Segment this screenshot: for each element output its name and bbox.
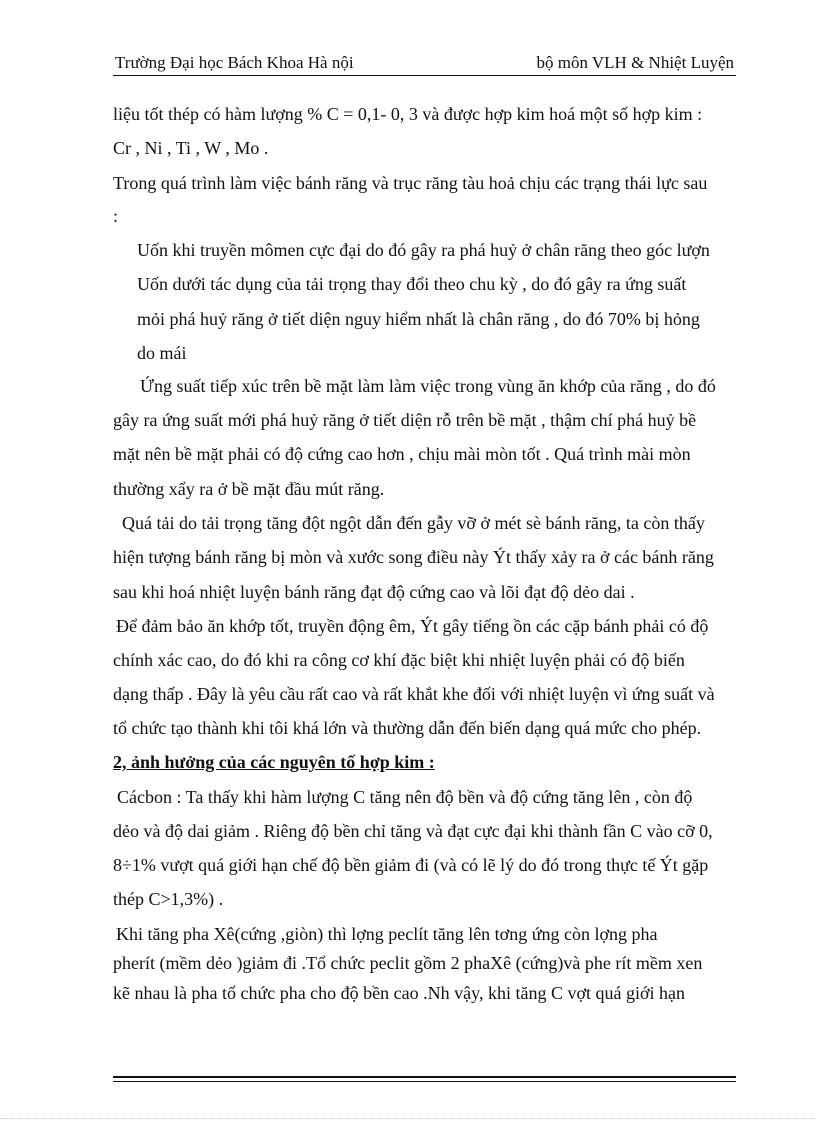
text-line: tổ chức tạo thành khi tôi khá lớn và thường dẫn đến biến dạng quá mức cho phép. (113, 718, 702, 738)
text-line: dạng thấp . Đây là yêu cầu rất cao và rất khắt khe đối với nhiệt luyện vì ứng suất và (113, 684, 715, 704)
text-line: Uốn khi truyền mômen cực đại do đó gây ra phá huỷ ở chân răng theo góc lượn (137, 240, 710, 260)
text-line: kẽ nhau là pha tổ chức pha cho độ bền cao .Nh vậy, khi tăng C vợt quá giới hạn (113, 983, 685, 1003)
header-university: Trường Đại học Bách Khoa Hà nội (115, 53, 354, 72)
page-edge (0, 1118, 816, 1119)
page-header (113, 50, 736, 76)
footer-rule-thick (113, 1076, 736, 1078)
text-line: Ứng suất tiếp xúc trên bề mặt làm làm việc trong vùng ăn khớp của răng , do đó (140, 376, 716, 396)
text-line: hiện tượng bánh răng bị mòn và xước song điều này Ýt thấy xảy ra ở các bánh răng (113, 547, 714, 567)
text-line: dẻo và độ dai giảm . Riêng độ bền chỉ tăng và đạt cực đại khi thành fần C vào cỡ 0, (113, 821, 713, 841)
text-line: chính xác cao, do đó khi ra công cơ khí đặc biệt khi nhiệt luyện phải có độ biến (113, 650, 685, 670)
text-line: : (113, 206, 119, 226)
text-line: do mái (137, 343, 187, 363)
section-heading: 2, ảnh hưởng của các nguyên tố hợp kim : (113, 752, 435, 772)
text-line: Cácbon : Ta thấy khi hàm lượng C tăng nên độ bền và độ cứng tăng lên , còn độ (117, 787, 693, 807)
text-line: thường xẩy ra ở bề mặt đầu mút răng. (113, 479, 385, 499)
header-department: bộ môn VLH & Nhiệt Luyện (536, 53, 734, 72)
footer-rule-thin (113, 1081, 736, 1082)
text-line: Trong quá trình làm việc bánh răng và trục răng tàu hoả chịu các trạng thái lực sau (113, 173, 708, 193)
text-line: mặt nên bề mặt phải có độ cứng cao hơn , chịu mài mòn tốt . Quá trình mài mòn (113, 444, 691, 464)
text-line: gây ra ứng suất mới phá huỷ răng ở tiết diện rỗ trên bề mặt , thậm chí phá huỷ bề (113, 410, 697, 430)
text-line: thép C>1,3%) . (113, 889, 224, 909)
text-line: Uốn dưới tác dụng của tải trọng thay đổi theo chu kỳ , do đó gây ra ứng suất (137, 274, 687, 294)
text-line: sau khi hoá nhiệt luyện bánh răng đạt độ cứng cao và lõi đạt độ dẻo dai . (113, 582, 635, 602)
text-line: Cr , Ni , Ti , W , Mo . (113, 138, 269, 158)
text-line: Quá tải do tải trọng tăng đột ngột dẫn đến gẫy vỡ ở mét sè bánh răng, ta còn thấy (122, 513, 705, 533)
text-line: Khi tăng pha Xê(cứng ,giòn) thì lợng peclít tăng lên tơng ứng còn lợng pha (116, 924, 658, 944)
text-line: Để đảm bảo ăn khớp tốt, truyền động êm, Ýt gây tiếng ồn các cặp bánh phải có độ (116, 616, 709, 636)
text-line: pherít (mềm dẻo )giảm đi .Tổ chức peclit gồm 2 phaXê (cứng)và phe rít mềm xen (113, 953, 703, 973)
header-rule (113, 75, 736, 76)
text-line: liệu tốt thép có hàm lượng % C = 0,1- 0, 3 và được hợp kim hoá một số hợp kim : (113, 104, 703, 124)
text-line: mỏi phá huỷ răng ở tiết diện nguy hiểm nhất là chân răng , do đó 70% bị hỏng (137, 309, 700, 329)
text-line: 8÷1% vượt quá giới hạn chế độ bền giảm đi (và có lẽ lý do đó trong thực tế Ýt gặp (113, 855, 709, 875)
